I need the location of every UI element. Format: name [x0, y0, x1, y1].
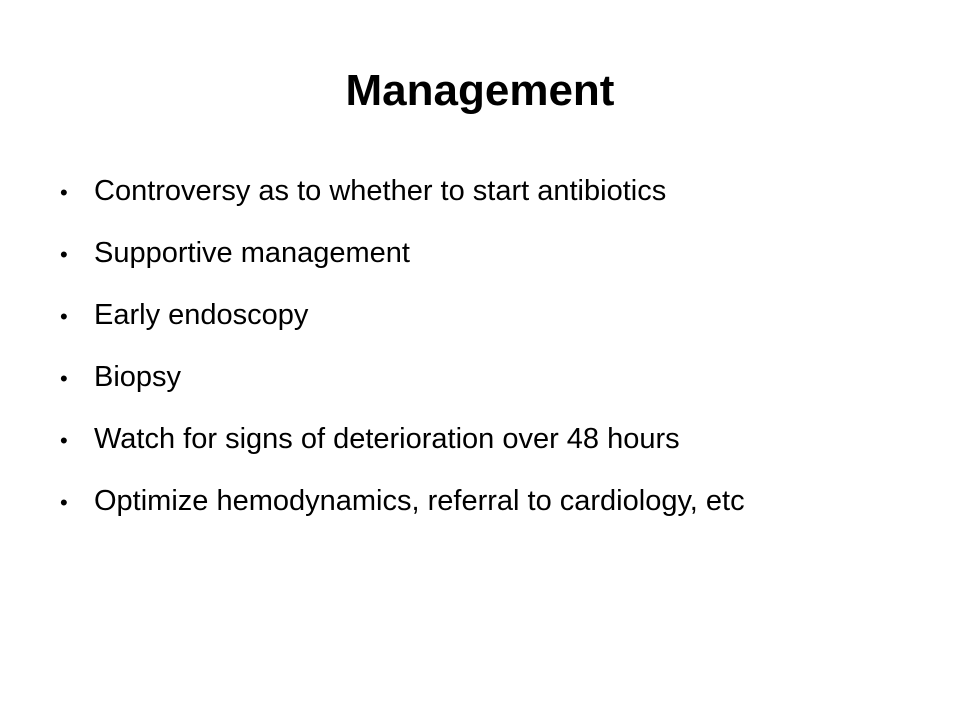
bullet-text: Optimize hemodynamics, referral to cardiology, etc: [94, 485, 745, 517]
slide-title: Management: [345, 66, 615, 115]
bullet-icon: •: [60, 304, 68, 329]
bullet-item: [60, 172, 920, 210]
bullet-item: [60, 234, 920, 272]
bullet-item: [60, 358, 920, 396]
bullet-text: Biopsy: [94, 361, 182, 393]
bullet-icon: •: [60, 428, 68, 453]
bullet-icon: •: [60, 366, 68, 391]
bullet-text: Controversy as to whether to start antibiotics: [94, 175, 667, 207]
bullet-text: Watch for signs of deterioration over 48 hours: [94, 423, 680, 455]
bullet-icon: •: [60, 242, 68, 267]
bullet-item: [60, 296, 920, 334]
bullet-item: [60, 482, 920, 520]
bullet-text: Early endoscopy: [94, 299, 309, 331]
bullet-list: [60, 172, 920, 544]
bullet-icon: •: [60, 490, 68, 515]
bullet-item: [60, 420, 920, 458]
bullet-icon: •: [60, 180, 68, 205]
bullet-text: Supportive management: [94, 237, 410, 269]
